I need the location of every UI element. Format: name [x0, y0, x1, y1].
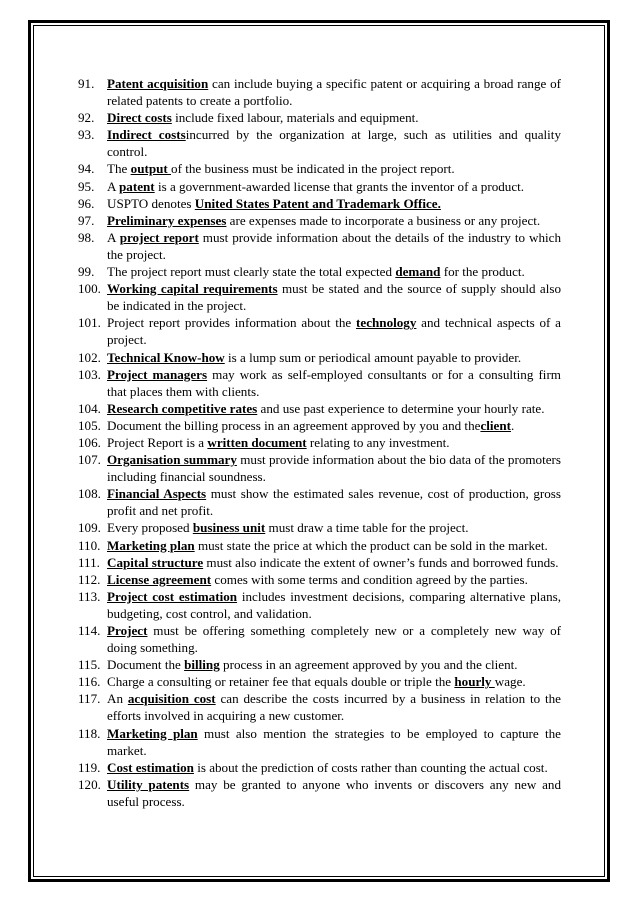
key-term: hourly — [454, 674, 495, 690]
item-number: 112. — [78, 571, 101, 587]
item-text — [107, 537, 561, 554]
item-number: 94. — [78, 161, 95, 177]
item-number: 101. — [78, 315, 101, 331]
item-text-segment: wage. — [494, 674, 526, 690]
item-text — [107, 434, 561, 451]
list-item — [78, 451, 561, 485]
item-text-segment: Project report provides information about the — [107, 315, 357, 331]
list-item — [78, 673, 561, 690]
key-term: Preliminary expenses — [107, 212, 227, 228]
list-item — [78, 75, 561, 109]
item-text — [107, 109, 561, 126]
item-text-segment: USPTO denotes — [107, 195, 195, 211]
item-text-segment: A — [107, 178, 120, 194]
numbered-list — [78, 75, 561, 810]
item-text-segment: must draw a time table for the project. — [265, 520, 469, 536]
item-number: 119. — [78, 759, 101, 775]
item-number: 111. — [78, 554, 100, 570]
item-text-segment: is a lump sum or periodical amount payable to provider. — [224, 349, 522, 365]
item-text — [107, 656, 561, 673]
list-item — [78, 126, 561, 160]
list-item — [78, 417, 561, 434]
key-term: Marketing plan — [107, 537, 195, 553]
item-text — [107, 588, 561, 622]
item-text — [107, 571, 561, 588]
key-term: Cost estimation — [107, 759, 194, 775]
item-text-segment: are expenses made to incorporate a business or any project. — [226, 212, 541, 228]
list-item — [78, 656, 561, 673]
list-item — [78, 212, 561, 229]
item-text — [107, 280, 561, 314]
key-term: Marketing plan — [107, 725, 198, 741]
item-text-segment: incurred by the organization at large, such as utilities and quality control. — [107, 127, 561, 160]
item-text — [107, 519, 561, 536]
item-number: 93. — [78, 127, 95, 143]
key-term: Indirect costs — [107, 127, 186, 143]
item-text — [107, 554, 561, 571]
list-item — [78, 776, 561, 810]
item-number: 110. — [78, 537, 101, 553]
list-item — [78, 571, 561, 588]
item-text-segment: . — [510, 417, 515, 433]
item-text — [107, 212, 561, 229]
item-text-segment: comes with some terms and condition agreed by the parties. — [211, 571, 528, 587]
item-text-segment: is a government-awarded license that grants the inventor of a product. — [154, 178, 525, 194]
item-text-segment: relating to any investment. — [306, 434, 450, 450]
list-item — [78, 519, 561, 536]
item-text-segment: Document the billing process in an agreement approved by you and the — [107, 417, 481, 433]
item-text-segment: Charge a consulting or retainer fee that equals double or triple the — [107, 674, 455, 690]
key-term: written document — [207, 434, 307, 450]
item-text — [107, 690, 561, 724]
item-number: 99. — [78, 264, 95, 280]
item-text-segment: must show the estimated sales revenue, cost of production, gross profit and net profit. — [107, 486, 561, 519]
item-number: 115. — [78, 657, 101, 673]
item-text-segment: and use past experience to determine your hourly rate. — [257, 400, 545, 416]
item-text-segment: must be offering something completely new or a completely new way of doing something. — [107, 623, 561, 656]
list-item — [78, 160, 561, 177]
item-text-segment: includes investment decisions, comparing alternative plans, budgeting, cost control, and validation. — [107, 588, 562, 621]
list-item — [78, 263, 561, 280]
item-number: 108. — [78, 486, 101, 502]
item-text-segment: The project report must clearly state the total expected — [107, 264, 396, 280]
key-term: business unit — [192, 520, 266, 536]
list-item — [78, 314, 561, 348]
item-text — [107, 451, 561, 485]
item-text-segment: must provide information about the details of the industry to which the project. — [107, 229, 561, 262]
key-term: client — [480, 417, 511, 433]
item-number: 117. — [78, 691, 101, 707]
list-item — [78, 690, 561, 724]
key-term: License agreement — [107, 571, 212, 587]
key-term: Project managers — [107, 366, 208, 382]
item-text — [107, 349, 561, 366]
item-text — [107, 229, 561, 263]
item-number: 105. — [78, 417, 101, 433]
item-text-segment: Project Report is a — [107, 434, 208, 450]
item-text-segment: must be stated and the source of supply should also be indicated in the project. — [107, 281, 562, 314]
item-text-segment: and technical aspects of a project. — [107, 315, 561, 348]
item-number: 104. — [78, 400, 101, 416]
list-item — [78, 554, 561, 571]
item-text-segment: may be granted to anyone who invents or discovers any new and useful process. — [107, 776, 561, 809]
item-number: 95. — [78, 178, 95, 194]
item-text-segment: must provide information about the bio data of the promoters including financial soundness. — [107, 452, 561, 485]
item-number: 113. — [78, 588, 101, 604]
key-term: billing — [184, 657, 220, 673]
item-text-segment: process in an agreement approved by you and the client. — [219, 657, 518, 673]
item-text-segment: for the product. — [440, 264, 525, 280]
list-item — [78, 109, 561, 126]
item-text-segment: A — [107, 229, 120, 245]
item-text-segment: may work as self-employed consultants or for a consulting firm that places them with clients. — [107, 366, 561, 399]
item-text-segment: An — [107, 691, 128, 707]
key-term: United States Patent and Trademark Office. — [194, 195, 441, 211]
key-term: Direct costs — [107, 110, 172, 126]
list-item — [78, 725, 561, 759]
item-number: 116. — [78, 674, 101, 690]
item-text — [107, 673, 561, 690]
key-term: demand — [395, 264, 441, 280]
key-term: acquisition cost — [127, 691, 216, 707]
item-text-segment: include fixed labour, materials and equipment. — [171, 110, 419, 126]
list-item — [78, 366, 561, 400]
item-number: 91. — [78, 76, 95, 91]
item-number: 102. — [78, 349, 101, 365]
key-term: output — [130, 161, 172, 177]
key-term: patent — [119, 178, 155, 194]
list-item — [78, 229, 561, 263]
item-number: 114. — [78, 623, 101, 638]
item-text-segment: can include buying a specific patent or acquiring a broad range of related patents to create a portfolio. — [107, 76, 561, 109]
list-item — [78, 280, 561, 314]
item-text — [107, 725, 561, 759]
key-term: Working capital requirements — [107, 281, 278, 297]
item-text-segment: must also indicate the extent of owner’s funds and borrowed funds. — [203, 554, 559, 570]
item-number: 107. — [78, 452, 101, 468]
key-term: Research competitive rates — [107, 400, 258, 416]
item-number: 97. — [78, 212, 95, 228]
list-item — [78, 349, 561, 366]
item-text — [107, 485, 561, 519]
item-text — [107, 776, 561, 810]
item-text — [107, 314, 561, 348]
item-text-segment: must also mention the strategies to be employed to capture the market. — [107, 725, 561, 758]
item-text — [107, 759, 561, 776]
key-term: Financial Aspects — [107, 486, 207, 502]
item-text — [107, 126, 561, 160]
key-term: Project cost estimation — [107, 588, 238, 604]
list-item — [78, 195, 561, 212]
item-text — [107, 622, 561, 656]
key-term: Technical Know-how — [107, 349, 225, 365]
item-text — [107, 75, 561, 109]
item-number: 109. — [78, 520, 101, 536]
item-text — [107, 263, 561, 280]
item-text-segment: Every proposed — [107, 520, 193, 536]
item-text-segment: can describe the costs incurred by a business in relation to the efforts involved in acquiring a new customer. — [107, 691, 561, 724]
key-term: Project — [107, 623, 148, 638]
item-text — [107, 417, 561, 434]
item-number: 103. — [78, 366, 101, 382]
key-term: Organisation summary — [107, 452, 237, 468]
key-term: Capital structure — [107, 554, 204, 570]
item-text-segment: is about the prediction of costs rather than counting the actual cost. — [193, 759, 548, 775]
list-item — [78, 588, 561, 622]
list-item — [78, 434, 561, 451]
item-text — [107, 160, 561, 177]
item-text — [107, 195, 561, 212]
item-number: 118. — [78, 725, 101, 741]
item-text-segment: must state the price at which the product can be sold in the market. — [194, 537, 548, 553]
list-item — [78, 178, 561, 195]
item-number: 120. — [78, 776, 101, 792]
item-number: 98. — [78, 229, 95, 245]
item-number: 106. — [78, 434, 101, 450]
list-item — [78, 537, 561, 554]
key-term: project report — [119, 229, 199, 245]
list-item — [78, 759, 561, 776]
item-text-segment: of the business must be indicated in the project report. — [171, 161, 455, 177]
item-text-segment: Document the — [107, 657, 185, 673]
key-term: Patent acquisition — [107, 76, 209, 91]
list-item — [78, 485, 561, 519]
item-text — [107, 400, 561, 417]
key-term: technology — [356, 315, 417, 331]
item-text — [107, 366, 561, 400]
item-number: 92. — [78, 110, 95, 126]
key-term: Utility patents — [107, 776, 190, 792]
item-number: 100. — [78, 281, 101, 297]
item-number: 96. — [78, 195, 95, 211]
list-item — [78, 400, 561, 417]
item-text-segment: The — [107, 161, 131, 177]
list-item — [78, 622, 561, 656]
item-text — [107, 178, 561, 195]
